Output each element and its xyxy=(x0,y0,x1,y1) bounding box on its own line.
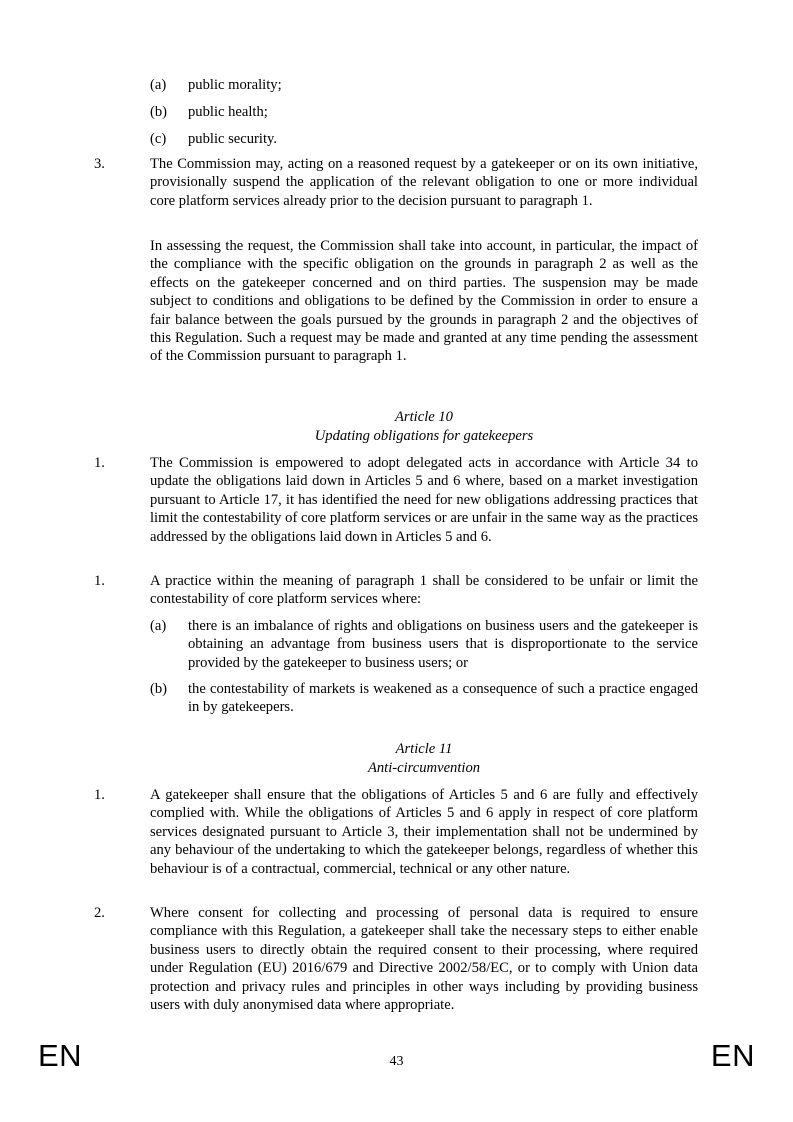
paragraph-text: The Commission may, acting on a reasoned request by a gatekeeper or on its own initiative, provisionally suspend the application of the relevant obligation to one or more individual core platform services already prior to the decision pursuant to paragraph 1. xyxy=(150,156,698,209)
paragraph-text: The Commission is empowered to adopt delegated acts in accordance with Article 34 to update the obligations laid down in Articles 5 and 6 where, based on a market investigation pursuant to Article 17, it has identified the need for new obligations addressing practices that limit the contestability of core platform services or are unfair in the same way as the practices addressed by the obligations laid down in Articles 5 and 6. xyxy=(150,455,698,545)
list-item-text: the contestability of markets is weakened as a consequence of such a practice engaged in by gatekeepers. xyxy=(188,681,698,716)
paragraph-number: 1. xyxy=(94,573,105,589)
paragraph-text: In assessing the request, the Commission shall take into account, in particular, the impact of the compliance with the specific obligation on the grounds in paragraph 2 as well as the effects on the gatekeeper concerned and on third parties. The suspension may be made subject to conditions and obligations to be defined by the Commission in order to ensure a fair balance between the goals pursued by the grounds in paragraph 2 and the objectives of this Regulation. Such a request may be made and granted at any time pending the assessment of the Commission pursuant to paragraph 1. xyxy=(150,238,698,365)
list-item-text: public security. xyxy=(188,131,278,147)
paragraph-number: 3. xyxy=(94,156,105,172)
language-marker-left: EN xyxy=(38,1038,83,1073)
article-subtitle: Anti-circumvention xyxy=(367,760,481,776)
list-item-label: (c) xyxy=(150,131,167,147)
language-marker-right: EN xyxy=(710,1038,755,1073)
list-item-label: (a) xyxy=(150,77,167,93)
paragraph-number: 1. xyxy=(94,455,105,471)
article-title: Article 10 xyxy=(395,409,453,425)
paragraph-number: 2. xyxy=(94,905,105,921)
list-item-text: there is an imbalance of rights and obligations on business users and the gatekeeper is obtaining an advantage from business users that is disproportionate to the service provided by the gatekeeper to business users; or xyxy=(188,618,698,671)
page-number: 43 xyxy=(389,1054,404,1069)
list-item-label: (b) xyxy=(150,104,168,120)
list-item-label: (a) xyxy=(150,618,167,634)
paragraph-text: A gatekeeper shall ensure that the obligations of Articles 5 and 6 are fully and effectively complied with. While the obligations of Articles 5 and 6 apply in respect of core platform services designated pursuant to Article 3, their implementation shall not be undermined by any behaviour of the undertaking to which the gatekeeper belongs, regardless of whether this behaviour is of a contractual, commercial, technical or any other nature. xyxy=(150,787,698,877)
list-item-text: public health; xyxy=(188,104,268,120)
list-item-label: (b) xyxy=(150,681,168,697)
paragraph-text: Where consent for collecting and processing of personal data is required to ensure compliance with this Regulation, a gatekeeper shall take the necessary steps to either enable business users to directly obtain the required consent to their processing, where required under Regulation (EU) 2016/679 and Directive 2002/58/EC, or to comply with Union data protection and privacy rules and principles in other ways including by providing business users with duly anonymised data where appropriate. xyxy=(150,905,698,1014)
list-item-text: public morality; xyxy=(188,77,282,93)
paragraph-number: 1. xyxy=(94,787,105,803)
article-title: Article 11 xyxy=(395,741,453,757)
paragraph-text: A practice within the meaning of paragraph 1 shall be considered to be unfair or limit the contestability of core platform services where: xyxy=(150,573,698,608)
article-subtitle: Updating obligations for gatekeepers xyxy=(314,428,534,444)
